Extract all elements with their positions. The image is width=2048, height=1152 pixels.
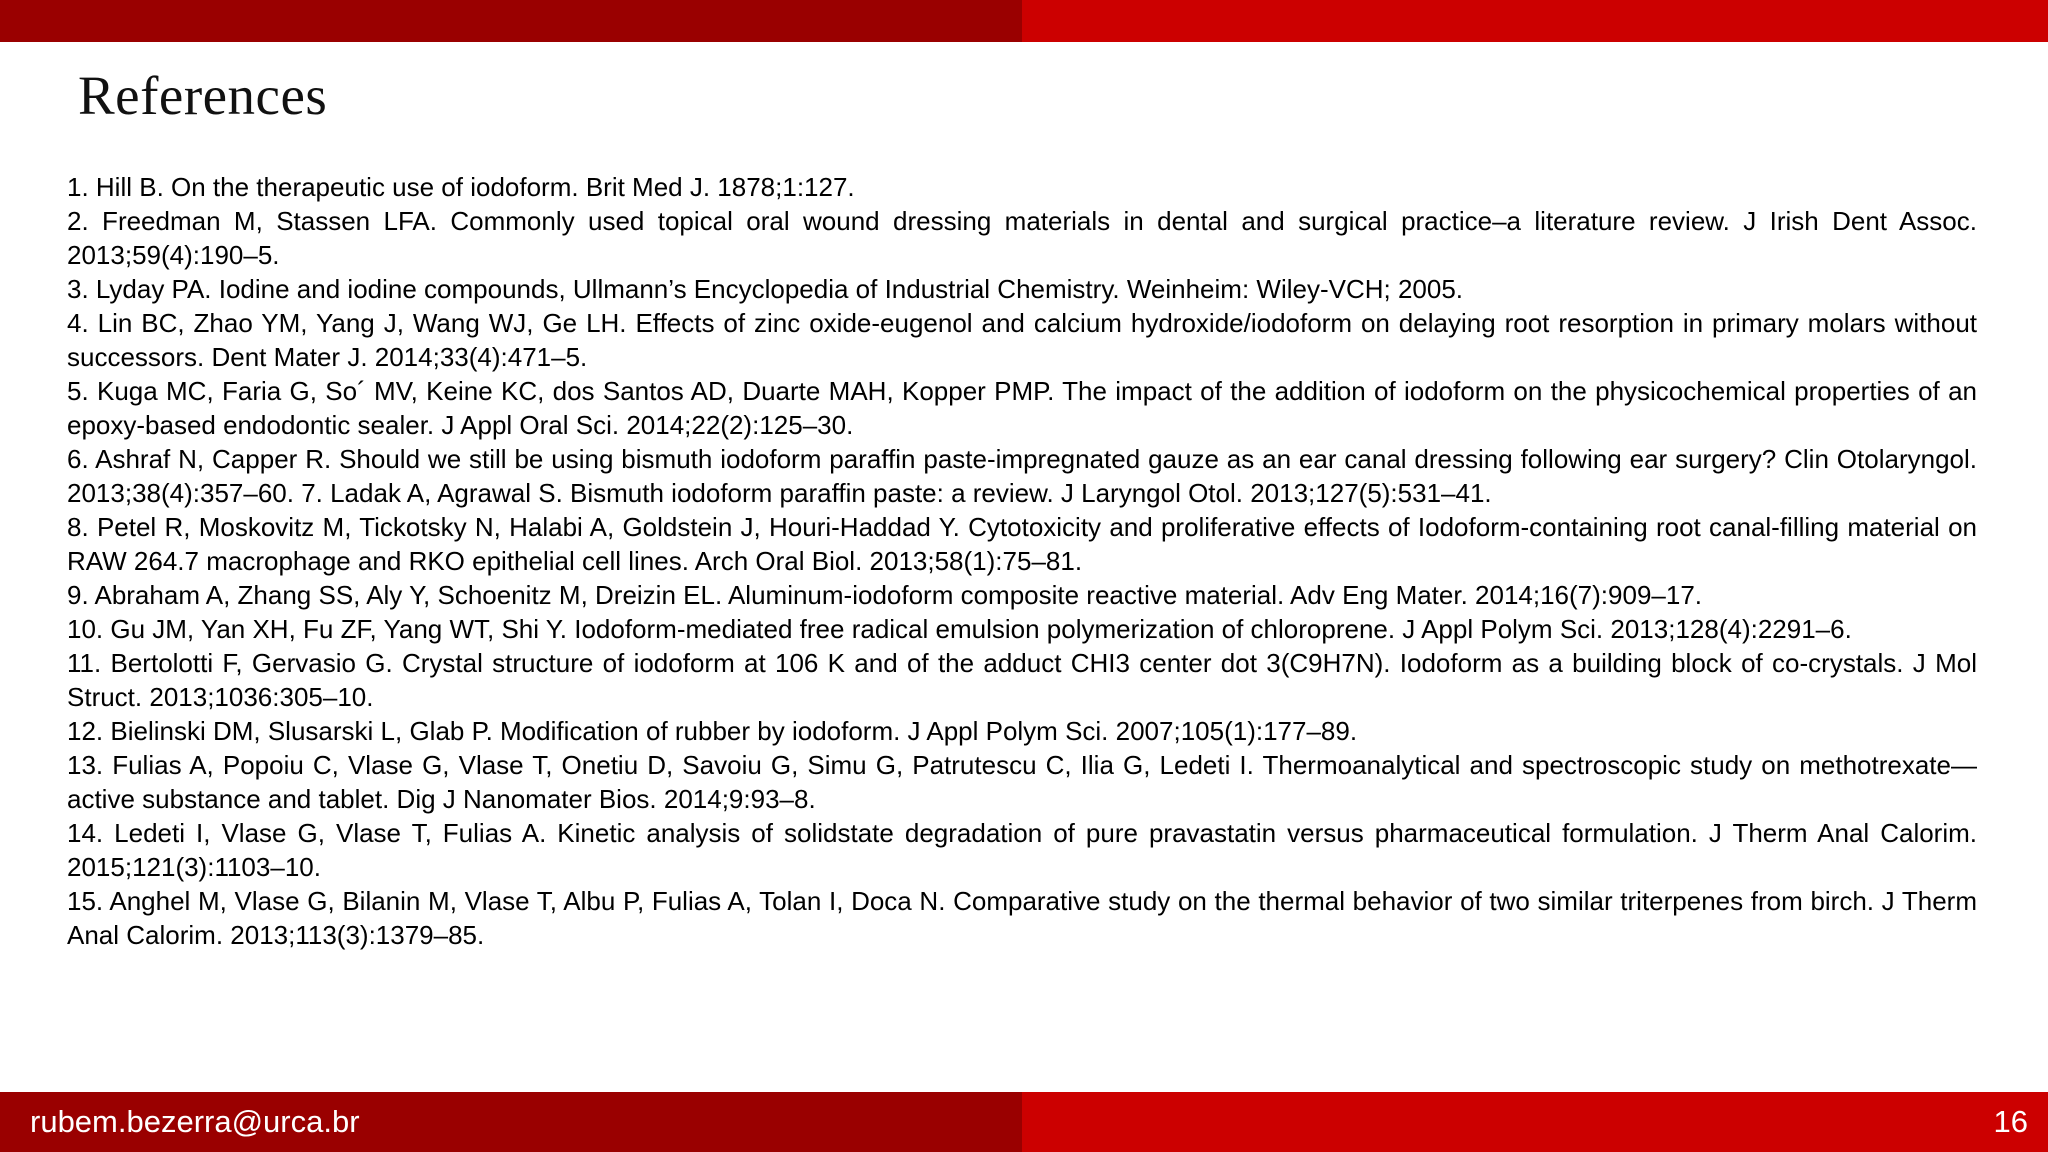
reference-item: 9. Abraham A, Zhang SS, Aly Y, Schoenitz M, Dreizin EL. Aluminum-iodoform composite reactive material. Adv Eng Mater. 2014;16(7):909–17.	[67, 580, 1703, 610]
reference-item: 3. Lyday PA. Iodine and iodine compounds, Ullmann’s Encyclopedia of Industrial Chemistry. Weinheim: Wiley-VCH; 2005.	[67, 274, 1464, 304]
top-banner-red-segment	[1022, 0, 2048, 42]
reference-item: 13. Fulias A, Popoiu C, Vlase G, Vlase T, Onetiu D, Savoiu G, Simu G, Patrutescu C, Ilia G, Ledeti I. Thermoanalytical and spectroscopic study on methotrexate—active substance and tablet. Dig J Nanomater Bios. 2014;9:93–8.	[67, 750, 1977, 814]
reference-item: 10. Gu JM, Yan XH, Fu ZF, Yang WT, Shi Y. Iodoform-mediated free radical emulsion polymerization of chloroprene. J Appl Polym Sci. 2013;128(4):2291–6.	[67, 614, 1852, 644]
footer-email: rubem.bezerra@urca.br	[30, 1104, 360, 1139]
footer-banner	[0, 1092, 2048, 1152]
reference-item: 6. Ashraf N, Capper R. Should we still be using bismuth iodoform paraffin paste-impregnated gauze as an ear canal dressing following ear surgery? Clin Otolaryngol. 2013;38(4):357–60. 7. Ladak A, Agrawal S. Bismuth iodoform paraffin paste: a review. J Laryngol Otol. 2013;127(5):531–41.	[67, 444, 1977, 508]
reference-item: 2. Freedman M, Stassen LFA. Commonly used topical oral wound dressing materials in dental and surgical practice–a literature review. J Irish Dent Assoc. 2013;59(4):190–5.	[67, 206, 1977, 270]
reference-item: 1. Hill B. On the therapeutic use of iodoform. Brit Med J. 1878;1:127.	[67, 172, 855, 202]
footer-dark-segment	[0, 1092, 1022, 1152]
top-banner-dark-segment	[0, 0, 1022, 42]
reference-list	[67, 170, 1977, 952]
reference-item: 15. Anghel M, Vlase G, Bilanin M, Vlase T, Albu P, Fulias A, Tolan I, Doca N. Comparative study on the thermal behavior of two similar triterpenes from birch. J Therm Anal Calorim. 2013;113(3):1379–85.	[67, 886, 1977, 950]
slide-title: References	[78, 65, 328, 126]
reference-item: 11. Bertolotti F, Gervasio G. Crystal structure of iodoform at 106 K and of the adduct CHI3 center dot 3(C9H7N). Iodoform as a building block of co-crystals. J Mol Struct. 2013;1036:305–10.	[67, 648, 1977, 712]
page-number: 16	[1993, 1104, 2028, 1139]
reference-item: 4. Lin BC, Zhao YM, Yang J, Wang WJ, Ge LH. Effects of zinc oxide-eugenol and calcium hydroxide/iodoform on delaying root resorption in primary molars without successors. Dent Mater J. 2014;33(4):471–5.	[67, 308, 1977, 372]
reference-item: 14. Ledeti I, Vlase G, Vlase T, Fulias A. Kinetic analysis of solidstate degradation of pure pravastatin versus pharmaceutical formulation. J Therm Anal Calorim. 2015;121(3):1103–10.	[67, 818, 1977, 882]
reference-item: 8. Petel R, Moskovitz M, Tickotsky N, Halabi A, Goldstein J, Houri-Haddad Y. Cytotoxicity and proliferative effects of Iodoform-containing root canal-filling material on RAW 264.7 macrophage and RKO epithelial cell lines. Arch Oral Biol. 2013;58(1):75–81.	[67, 512, 1977, 576]
reference-item: 12. Bielinski DM, Slusarski L, Glab P. Modification of rubber by iodoform. J Appl Polym Sci. 2007;105(1):177–89.	[67, 716, 1358, 746]
reference-item: 5. Kuga MC, Faria G, So´ MV, Keine KC, dos Santos AD, Duarte MAH, Kopper PMP. The impact of the addition of iodoform on the physicochemical properties of an epoxy-based endodontic sealer. J Appl Oral Sci. 2014;22(2):125–30.	[67, 376, 1977, 440]
footer-red-segment	[1022, 1092, 2048, 1152]
top-banner	[0, 0, 2048, 42]
